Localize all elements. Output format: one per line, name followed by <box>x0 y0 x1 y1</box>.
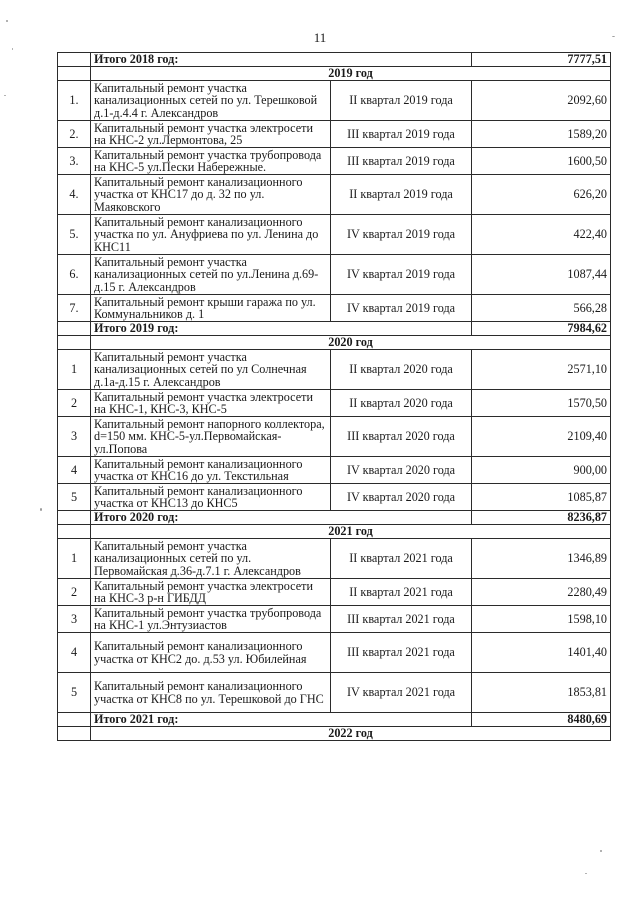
work-description: Капитальный ремонт канализационного участка от КНС17 до д. 32 по ул. Маяковского <box>91 175 331 215</box>
completion-period: IV квартал 2021 года <box>331 673 472 713</box>
empty-cell <box>58 53 91 67</box>
row-number: 2 <box>58 390 91 417</box>
table-row <box>58 215 611 255</box>
scan-speck <box>600 850 602 852</box>
year-label: 2019 год <box>91 67 611 81</box>
table-row <box>58 255 611 295</box>
work-description: Капитальный ремонт участка канализационных сетей по ул.Ленина д.69-д.15 г. Александров <box>91 255 331 295</box>
completion-period: III квартал 2021 года <box>331 606 472 633</box>
table-row <box>58 633 611 673</box>
row-number: 4 <box>58 457 91 484</box>
completion-period: IV квартал 2019 года <box>331 295 472 322</box>
completion-period: II квартал 2020 года <box>331 350 472 390</box>
table-row <box>58 350 611 390</box>
row-number: 3 <box>58 606 91 633</box>
work-description: Капитальный ремонт канализационного участка от КНС8 по ул. Терешковой до ГНС <box>91 673 331 713</box>
table-row <box>58 390 611 417</box>
completion-period: IV квартал 2019 года <box>331 215 472 255</box>
row-number: 5. <box>58 215 91 255</box>
cost-value: 1087,44 <box>472 255 611 295</box>
cost-value: 2571,10 <box>472 350 611 390</box>
empty-cell <box>58 525 91 539</box>
scan-speck <box>40 508 42 511</box>
work-description: Капитальный ремонт участка канализационных сетей по ул. Терешковой д.1-д.4.4 г. Александров <box>91 81 331 121</box>
cost-value: 422,40 <box>472 215 611 255</box>
cost-value: 1401,40 <box>472 633 611 673</box>
row-number: 5 <box>58 484 91 511</box>
completion-period: II квартал 2020 года <box>331 390 472 417</box>
year-label: 2020 год <box>91 336 611 350</box>
cost-value: 2092,60 <box>472 81 611 121</box>
row-number: 4. <box>58 175 91 215</box>
table-row <box>58 579 611 606</box>
cost-value: 2109,40 <box>472 417 611 457</box>
cost-value: 1853,81 <box>472 673 611 713</box>
table-row <box>58 121 611 148</box>
total-label: Итого 2019 год: <box>91 322 472 336</box>
table-row <box>58 417 611 457</box>
cost-value: 1570,50 <box>472 390 611 417</box>
total-row <box>58 322 611 336</box>
completion-period: IV квартал 2020 года <box>331 484 472 511</box>
completion-period: III квартал 2019 года <box>331 121 472 148</box>
total-row <box>58 53 611 67</box>
row-number: 2. <box>58 121 91 148</box>
year-header-row <box>58 67 611 81</box>
row-number: 2 <box>58 579 91 606</box>
scan-speck <box>12 48 13 50</box>
scan-speck <box>6 20 8 22</box>
total-value: 8480,69 <box>472 713 611 727</box>
empty-cell <box>58 322 91 336</box>
total-value: 8236,87 <box>472 511 611 525</box>
table-row <box>58 81 611 121</box>
total-value: 7777,51 <box>472 53 611 67</box>
scan-speck <box>4 95 6 96</box>
total-row <box>58 511 611 525</box>
work-description: Капитальный ремонт канализационного участка по ул. Ануфриева по ул. Ленина до КНС11 <box>91 215 331 255</box>
total-value: 7984,62 <box>472 322 611 336</box>
total-label: Итого 2020 год: <box>91 511 472 525</box>
work-description: Капитальный ремонт напорного коллектора, d=150 мм. КНС-5-ул.Первомайская-ул.Попова <box>91 417 331 457</box>
completion-period: II квартал 2019 года <box>331 175 472 215</box>
work-description: Капитальный ремонт крыши гаража по ул. Коммунальников д. 1 <box>91 295 331 322</box>
table-row <box>58 539 611 579</box>
total-label: Итого 2018 год: <box>91 53 472 67</box>
cost-value: 900,00 <box>472 457 611 484</box>
cost-value: 1085,87 <box>472 484 611 511</box>
total-label: Итого 2021 год: <box>91 713 472 727</box>
empty-cell <box>58 67 91 81</box>
row-number: 3. <box>58 148 91 175</box>
completion-period: III квартал 2020 года <box>331 417 472 457</box>
cost-value: 1589,20 <box>472 121 611 148</box>
work-description: Капитальный ремонт участка трубопровода на КНС-1 ул.Энтузиастов <box>91 606 331 633</box>
empty-cell <box>58 713 91 727</box>
row-number: 7. <box>58 295 91 322</box>
empty-cell <box>58 727 91 741</box>
cost-value: 1598,10 <box>472 606 611 633</box>
work-description: Капитальный ремонт канализационного участка от КНС16 до ул. Текстильная <box>91 457 331 484</box>
cost-value: 566,28 <box>472 295 611 322</box>
completion-period: III квартал 2021 года <box>331 633 472 673</box>
work-description: Капитальный ремонт участка электросети на КНС-2 ул.Лермонтова, 25 <box>91 121 331 148</box>
work-description: Капитальный ремонт канализационного участка от КНС13 до КНС5 <box>91 484 331 511</box>
work-description: Капитальный ремонт участка электросети на КНС-3 р-н ГИБДД <box>91 579 331 606</box>
work-description: Капитальный ремонт участка канализационных сетей по ул. Первомайская д.36-д.7.1 г. Александров <box>91 539 331 579</box>
table-row <box>58 484 611 511</box>
year-header-row <box>58 727 611 741</box>
cost-value: 2280,49 <box>472 579 611 606</box>
scan-speck <box>585 873 587 874</box>
cost-value: 1600,50 <box>472 148 611 175</box>
cost-value: 1346,89 <box>472 539 611 579</box>
cost-value: 626,20 <box>472 175 611 215</box>
empty-cell <box>58 511 91 525</box>
page-number: 11 <box>313 30 327 45</box>
completion-period: II квартал 2021 года <box>331 579 472 606</box>
table-row <box>58 148 611 175</box>
row-number: 1 <box>58 350 91 390</box>
work-description: Капитальный ремонт участка трубопровода на КНС-5 ул.Пески Набережные. <box>91 148 331 175</box>
table-row <box>58 606 611 633</box>
empty-cell <box>58 336 91 350</box>
year-label: 2021 год <box>91 525 611 539</box>
year-header-row <box>58 525 611 539</box>
work-description: Капитальный ремонт участка электросети на КНС-1, КНС-3, КНС-5 <box>91 390 331 417</box>
row-number: 5 <box>58 673 91 713</box>
completion-period: III квартал 2019 года <box>331 148 472 175</box>
row-number: 3 <box>58 417 91 457</box>
completion-period: IV квартал 2019 года <box>331 255 472 295</box>
completion-period: IV квартал 2020 года <box>331 457 472 484</box>
table-row <box>58 673 611 713</box>
scan-speck <box>612 36 615 37</box>
completion-period: II квартал 2021 года <box>331 539 472 579</box>
repair-schedule-table <box>57 52 611 741</box>
work-description: Капитальный ремонт участка канализационных сетей по ул Солнечная д.1а-д.15 г. Александров <box>91 350 331 390</box>
table-row <box>58 457 611 484</box>
completion-period: II квартал 2019 года <box>331 81 472 121</box>
table-row <box>58 295 611 322</box>
row-number: 1 <box>58 539 91 579</box>
row-number: 1. <box>58 81 91 121</box>
table-row <box>58 175 611 215</box>
row-number: 4 <box>58 633 91 673</box>
year-label: 2022 год <box>91 727 611 741</box>
year-header-row <box>58 336 611 350</box>
table-body <box>58 53 611 741</box>
work-description: Капитальный ремонт канализационного участка от КНС2 до. д.53 ул. Юбилейная <box>91 633 331 673</box>
total-row <box>58 713 611 727</box>
row-number: 6. <box>58 255 91 295</box>
